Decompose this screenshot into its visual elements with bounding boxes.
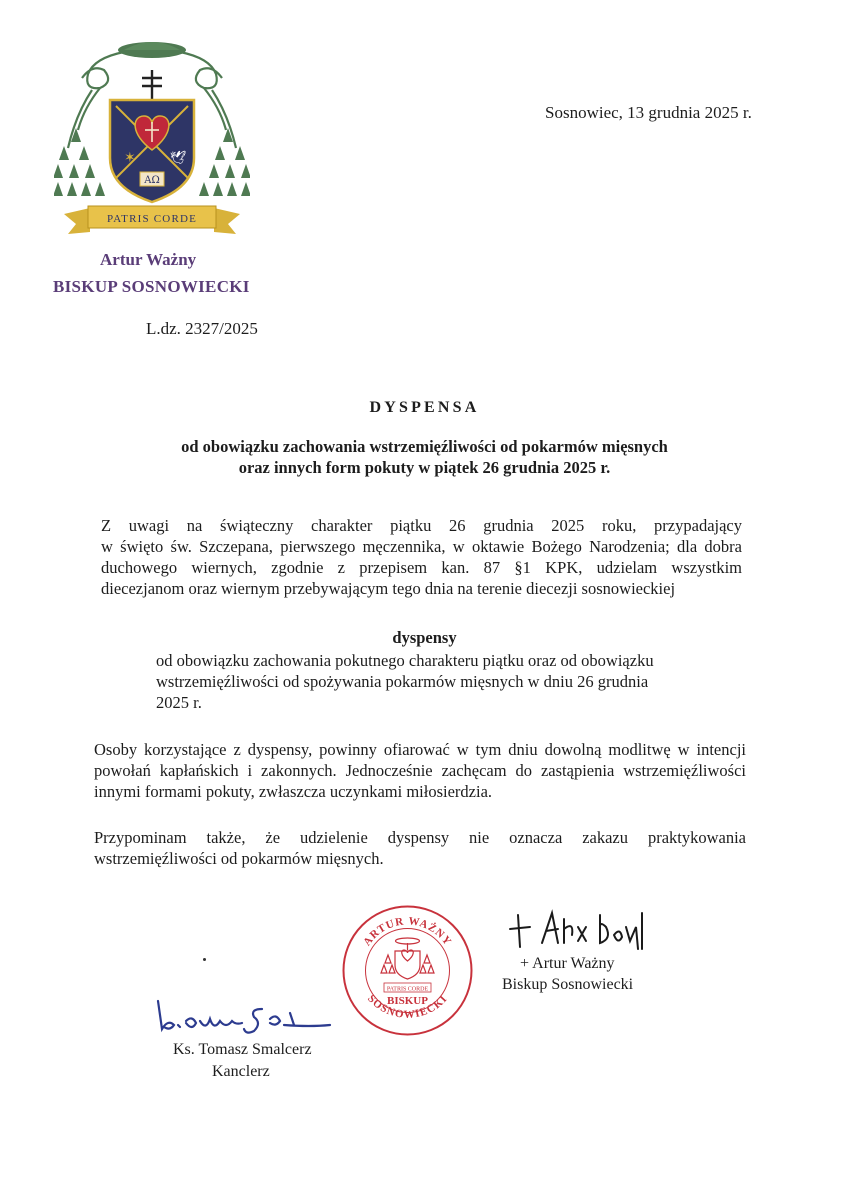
paragraph-1-line: duchowego wiernych, zgodnie z przepisem kan. 87 §1 KPK, udzielam wszystkim <box>101 558 742 577</box>
stamp-bottom-text: SOSNOWIECKI <box>365 992 450 1022</box>
reference-number: L.dz. 2327/2025 <box>146 319 258 338</box>
subtitle-line-1: od obowiązku zachowania wstrzemięźliwości od pokarmów mięsnych <box>181 437 668 456</box>
motto-ribbon-icon <box>64 208 90 234</box>
paragraph-4 <box>94 827 746 869</box>
paragraph-4-line: wstrzemięźliwości od pokarmów mięsnych. <box>94 849 384 868</box>
bishop-signature-name: + Artur Ważny <box>520 955 615 972</box>
bishop-name: Artur Ważny <box>100 250 197 269</box>
dispensation-word: dyspensy <box>392 628 457 647</box>
galero-hat-icon <box>118 42 186 58</box>
chancellor-role: Kanclerz <box>212 1063 270 1080</box>
paragraph-1-line: Z uwagi na świąteczny charakter piątku 26 grudnia 2025 roku, przypadający <box>101 516 742 535</box>
paragraph-2-line: 2025 r. <box>156 693 202 712</box>
paragraph-2-line: od obowiązku zachowania pokutnego charakteru piątku oraz od obowiązku <box>156 651 654 670</box>
paragraph-2-line: wstrzemięźliwości od spożywania pokarmów mięsnych w dniu 26 grudnia <box>156 672 649 691</box>
paragraph-3-line: innymi formami pokuty, zwłaszcza uczynkami miłosierdzia. <box>94 782 493 801</box>
bishop-title: BISKUP SOSNOWIECKI <box>53 277 250 296</box>
star-icon: ✶ <box>124 150 136 166</box>
paragraph-1-line: w święto św. Szczepana, pierwszego męczennika, w oktawie Bożego Narodzenia; dla dobra <box>101 537 742 556</box>
tassels-left-icon <box>54 128 105 196</box>
motto-text: PATRIS CORDE <box>106 213 198 225</box>
stamp-top-text: ARTUR WAŻNY <box>361 915 454 949</box>
paragraph-3 <box>94 739 746 802</box>
alpha-omega-label: AΩ <box>144 175 160 186</box>
tassels-right-icon <box>199 128 250 196</box>
stamp-inner-text: BISKUP <box>387 995 428 1007</box>
paragraph-3-line: Osoby korzystające z dyspensy, powinny ofiarować w tym dniu dowolną modlitwę w intencji <box>94 740 746 759</box>
stamp-motto: PATRIS CORDE <box>386 986 429 993</box>
ink-dot <box>203 958 206 961</box>
document-title: DYSPENSA <box>369 399 480 416</box>
paragraph-4-line: Przypominam także, że udzielenie dyspensy nie oznacza zakazu praktykowania <box>94 828 746 847</box>
stamp-coat-icon <box>381 938 434 979</box>
dove-icon: 🕊 <box>170 151 187 166</box>
coat-of-arms <box>54 38 250 246</box>
bishop-signature <box>508 905 658 953</box>
chancellor-signature <box>150 995 335 1040</box>
subtitle-line-2: oraz innych form pokuty w piątek 26 grudnia 2025 r. <box>238 458 611 477</box>
chancellor-name: Ks. Tomasz Smalcerz <box>173 1041 312 1058</box>
official-stamp <box>340 903 475 1038</box>
paragraph-2 <box>156 650 696 713</box>
paragraph-1-line: diecezjanom oraz wiernym przebywającym tego dnia na terenie diecezji sosnowieckiej <box>101 579 676 598</box>
paragraph-3-line: powołań kapłańskich i zakonnych. Jednocześnie zachęcam do zastąpienia wstrzemięźliwości <box>94 761 746 780</box>
cross-icon <box>142 70 162 100</box>
paragraph-1 <box>101 515 742 599</box>
place-date: Sosnowiec, 13 grudnia 2025 r. <box>545 103 752 122</box>
bishop-signature-role: Biskup Sosnowiecki <box>502 976 634 993</box>
